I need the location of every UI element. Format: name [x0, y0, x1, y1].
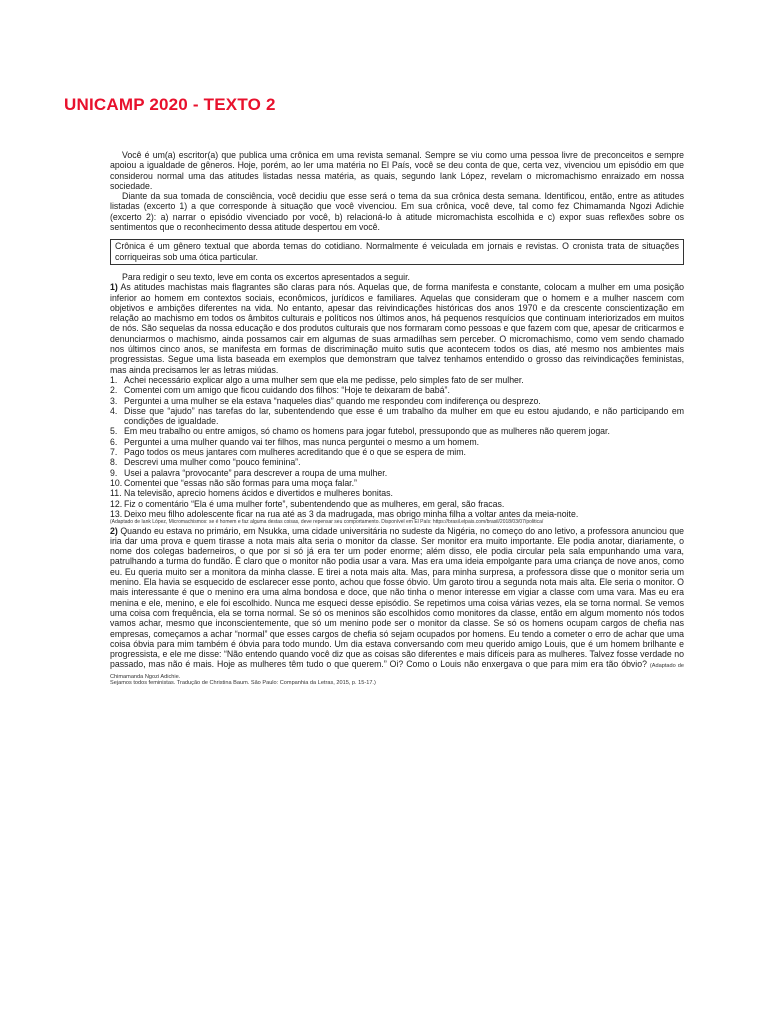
- list-item: [110, 396, 684, 406]
- list-item: [110, 385, 684, 395]
- definition-box: [110, 239, 684, 265]
- list-item: [110, 478, 684, 488]
- list-item-text: Deixo meu filho adolescente ficar na rua até as 3 da madrugada, mas obrigo minha filha a voltar antes da meia-noite.: [124, 508, 579, 519]
- list-item: [110, 447, 684, 457]
- list-item: [110, 499, 684, 509]
- list-item-text: Em meu trabalho ou entre amigos, só chamo os homens para jogar futebol, pressupondo que as mulheres não querem jogar.: [124, 426, 610, 437]
- excerpt-2-source-line2: Sejamos todos feministas. Tradução de Christina Baum. São Paulo: Companhia da Letras, 2015, p. 15-17.): [110, 680, 376, 687]
- list-item: [110, 468, 684, 478]
- list-item-number: 4.: [110, 405, 118, 416]
- list-item-number: 8.: [110, 457, 118, 468]
- instruction-paragraph-1: Você é um(a) escritor(a) que publica uma crônica em uma revista semanal. Sempre se viu como uma pessoa livre de preconceitos e sempre apoiou a igualdade de gêneros. Hoje, porém, ao ler uma matéria no El País, você se deu conta de que, certa vez, vivenciou um episódio em que considerou normal uma das atitudes listadas nessa matéria, as quais, segundo Iank López, revelam o micromachismo enraizado em nossa sociedade.: [110, 150, 684, 191]
- list-item-text: Perguntei a uma mulher quando vai ter filhos, mas nunca perguntei o mesmo a um homem.: [124, 436, 480, 447]
- excerpt-2-marker: 2): [110, 525, 118, 536]
- list-item-text: Perguntei a uma mulher se ela estava “naqueles dias” quando me respondeu com indiferença ou desprezo.: [124, 395, 541, 406]
- list-item-number: 6.: [110, 436, 118, 447]
- micromachism-list: [110, 375, 684, 519]
- excerpt-1-text: [110, 282, 684, 375]
- list-item: [110, 509, 684, 519]
- excerpt-2-text: [110, 526, 684, 681]
- list-item: [110, 457, 684, 467]
- list-item-number: 5.: [110, 426, 118, 437]
- list-item-text: Comentei com um amigo que ficou cuidando dos filhos: “Hoje te deixaram de babá”.: [124, 385, 450, 396]
- scanned-exam-page: [110, 150, 684, 687]
- list-item-text: Na televisão, aprecio homens ácidos e divertidos e mulheres bonitas.: [124, 488, 393, 499]
- definition-text: Crônica é um gênero textual que aborda temas do cotidiano. Normalmente é veiculada em jornais e revistas. O cronista trata de situações corriqueiras sob uma ótica particular.: [115, 241, 679, 262]
- list-item-number: 9.: [110, 467, 118, 478]
- page-title: UNICAMP 2020 - TEXTO 2: [64, 95, 276, 114]
- list-item-number: 13.: [110, 508, 123, 519]
- list-item-text: Achei necessário explicar algo a uma mulher sem que ela me pedisse, pelo simples fato de ser mulher.: [124, 374, 524, 385]
- list-item-number: 1.: [110, 374, 118, 385]
- list-item-number: 11.: [110, 488, 122, 499]
- list-item-number: 12.: [110, 498, 123, 509]
- list-item: [110, 426, 684, 436]
- list-item-text: Disse que “ajudo” nas tarefas do lar, subentendendo que esse é um trabalho da mulher em que eu estou ajudando, e não participando em condições de igualdade.: [124, 405, 684, 427]
- list-item-number: 2.: [110, 385, 118, 396]
- excerpt-2-source: (Adaptado de Chimamanda Ngozi Adichie.: [110, 663, 684, 680]
- list-item: [110, 375, 684, 385]
- list-item-number: 7.: [110, 447, 118, 458]
- excerpt-2-body: Quando eu estava no primário, em Nsukka, uma cidade universitária no sudeste da Nigéria, no começo do ano letivo, a professora anunciou que iria dar uma prova e quem tirasse a nota mais alta seria o monitor da classe. Ser monitor era muito importante. Ele podia anotar, diariamente, o nome dos colegas baderneiros, o que por si só já era ter um poder enorme; além disso, ele podia circular pela sala empunhando uma vara, patrulhando a turma do fundão. É claro que o monitor não podia usar a vara. Mas era uma ideia empolgante para uma criança de nove anos, como eu. Eu queria muito ser a monitora da minha classe. E tirei a nota mais alta. Mas, para minha surpresa, a professora disse que o monitor seria um menino. Ela havia se esquecido de esclarecer esse ponto, achou que fosse óbvio. Um garoto tirou a segunda nota mais alta. Ele seria o monitor. O mais interessante é que o menino era uma alma bondosa e doce, que não tinha o menor interesse em vigiar a classe com uma vara. Mas eu era menina e ele, menino, e ele foi escolhido. Nunca me esqueci desse episódio. Se repetimos uma coisa várias vezes, ela se torna normal. Se vemos uma coisa com frequência, ela se torna normal. Se só os meninos são escolhidos como monitores da classe, então em algum momento nós todos vamos achar, mesmo que inconscientemente, que só um menino pode ser o monitor da classe. Se só os homens ocupam cargos de chefia nas empresas, começamos a achar “normal” que esses cargos de chefia só sejam ocupados por homens. Eu tendo a cometer o erro de achar que uma coisa óbvia para mim também é óbvia para todo mundo. Um dia estava conversando com meu querido amigo Louis, que é um homem brilhante e progressista, e ele me disse: “Não entendo quando você diz que as coisas são diferentes e mais difíceis para as mulheres. Talvez fosse verdade no passado, mas não é mais. Hoje as mulheres têm tudo o que querem.” Oi? Como o Louis não enxergava o que para mim era tão óbvio?: [110, 525, 684, 670]
- list-item: [110, 437, 684, 447]
- list-item-number: 10.: [110, 477, 123, 488]
- list-item: [110, 406, 684, 427]
- list-item-text: Comentei que “essas não são formas para uma moça falar.”: [124, 477, 357, 488]
- list-item: [110, 488, 684, 498]
- list-item-text: Fiz o comentário “Ela é uma mulher forte”, subentendendo que as mulheres, em geral, são fracas.: [124, 498, 505, 509]
- instruction-paragraph-2: Diante da sua tomada de consciência, você decidiu que esse será o tema da sua crônica desta semana. Identificou, então, entre as atitudes listadas (excerto 1) a que corresponde à situação que você vivenciou. Em sua crônica, você deve, tal como fez Chimamanda Ngozi Adichie (excerto 2): a) narrar o episódio vivenciado por você, b) relacioná-lo à atitude micromachista escolhida e c) expor suas reflexões sobre os sentimentos que o reconhecimento dessa atitude despertou em você.: [110, 191, 684, 233]
- list-item-text: Descrevi uma mulher como “pouco feminina”.: [124, 457, 301, 468]
- list-item-number: 3.: [110, 395, 118, 406]
- list-item-text: Usei a palavra “provocante” para descrever a roupa de uma mulher.: [124, 467, 388, 478]
- excerpt-1-marker: 1): [110, 282, 118, 293]
- excerpts-intro: Para redigir o seu texto, leve em conta os excertos apresentados a seguir.: [122, 271, 410, 282]
- excerpt-1-body: As atitudes machistas mais flagrantes são claras para nós. Aquelas que, de forma manifesta e constante, colocam a mulher em uma posição inferior ao homem em contextos sociais, econômicos, jurídicos e familiares. Aquelas que consideram que o homem e a mulher nascem com objetivos e ambições diferentes na vida. No entanto, apesar das reivindicações históricas dos anos 1970 e da crescente conscientização em relação ao machismo em todos os âmbitos culturais e políticos nos últimos anos, há pequenos resquícios que continuam interiorizados em muitos de nós. São sequelas da nossa educação e dos produtos culturais que nos formaram como pessoas e que fazem com que, apesar de criticarmos e denunciarmos o machismo, ainda possamos cair em algumas de suas armadilhas sem perceber. O micromachismo, como vem sendo chamado nos últimos cinco anos, se manifesta em formas de discriminação muito sutis que acontecem todos os dias, até mesmo nos ambientes mais progressistas. Segue uma lista baseada em exemplos que demonstram que talvez tenhamos entendido o grosso das reivindicações feministas, mas ainda precisamos ler as letras miúdas.: [110, 282, 684, 375]
- excerpt-1-source: (Adaptado de Iank López, Micromachismos: se é homem e faz alguma destas coisas, deve repensar seu comportamento. Disponível em El País: https://brasil.elpais.com/brasil/2018/03/07/politica/: [110, 519, 544, 526]
- list-item-text: Pago todos os meus jantares com mulheres acreditando que é o que se espera de mim.: [124, 447, 466, 458]
